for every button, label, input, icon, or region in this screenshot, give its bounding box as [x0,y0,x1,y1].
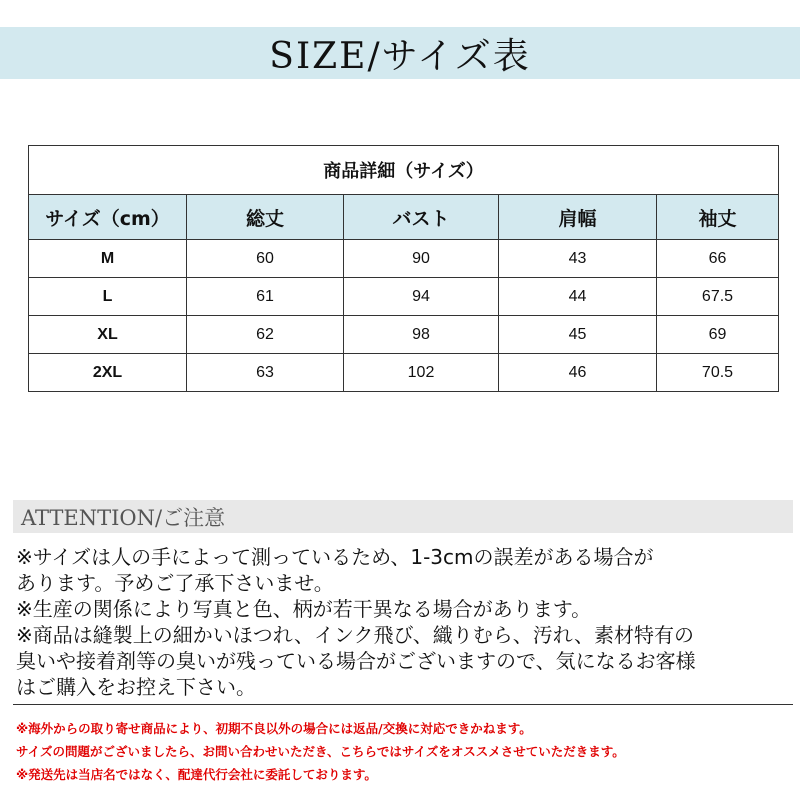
note-line: ※生産の関係により写真と色、柄が若干異なる場合があります。 [16,597,592,621]
row-size-label: M [29,240,187,278]
cell-length: 61 [187,278,344,316]
note-line: ※サイズは人の手によって測っているため、1-3cmの誤差がある場合が [16,545,654,569]
note-line: あります。予めご了承下さいませ。 [16,571,334,595]
table-row [29,240,779,278]
size-table [28,145,779,392]
cell-sleeve: 69 [657,316,779,354]
header-length: 総丈 [187,195,344,240]
row-size-label: 2XL [29,354,187,392]
cell-length: 63 [187,354,344,392]
cell-shoulder: 43 [499,240,657,278]
attention-banner [13,500,793,533]
title-banner [0,27,800,79]
cell-bust: 94 [344,278,499,316]
row-size-label: L [29,278,187,316]
note-line: ※商品は縫製上の細かいほつれ、インク飛び、織りむら、汚れ、素材特有の [16,623,694,647]
footer-line: ※海外からの取り寄せ商品により、初期不良以外の場合には返品/交換に対応できかねます。 [16,721,532,736]
attention-notes [16,544,796,700]
footer-notes [16,717,796,786]
cell-sleeve: 67.5 [657,278,779,316]
header-sleeve: 袖丈 [657,195,779,240]
cell-length: 62 [187,316,344,354]
header-size: サイズ（cm） [29,195,187,240]
row-size-label: XL [29,316,187,354]
divider [13,704,793,705]
note-line: 臭いや接着剤等の臭いが残っている場合がございますので、気になるお客様 [16,649,696,673]
note-line: はご購入をお控え下さい。 [16,675,256,699]
table-row [29,316,779,354]
cell-sleeve: 70.5 [657,354,779,392]
page-title: SIZE/サイズ表 [269,35,531,77]
header-shoulder: 肩幅 [499,195,657,240]
table-caption: 商品詳細（サイズ） [29,146,779,195]
cell-bust: 102 [344,354,499,392]
table-row [29,354,779,392]
cell-length: 60 [187,240,344,278]
header-bust: バスト [344,195,499,240]
footer-line: サイズの問題がございましたら、お問い合わせいただき、こちらではサイズをオススメさせていただきます。 [16,744,625,759]
attention-heading: ATTENTION/ご注意 [21,505,226,530]
footer-line: ※発送先は当店名ではなく、配達代行会社に委託しております。 [16,767,377,782]
cell-shoulder: 44 [499,278,657,316]
table-row [29,278,779,316]
cell-sleeve: 66 [657,240,779,278]
cell-bust: 98 [344,316,499,354]
cell-bust: 90 [344,240,499,278]
cell-shoulder: 46 [499,354,657,392]
cell-shoulder: 45 [499,316,657,354]
